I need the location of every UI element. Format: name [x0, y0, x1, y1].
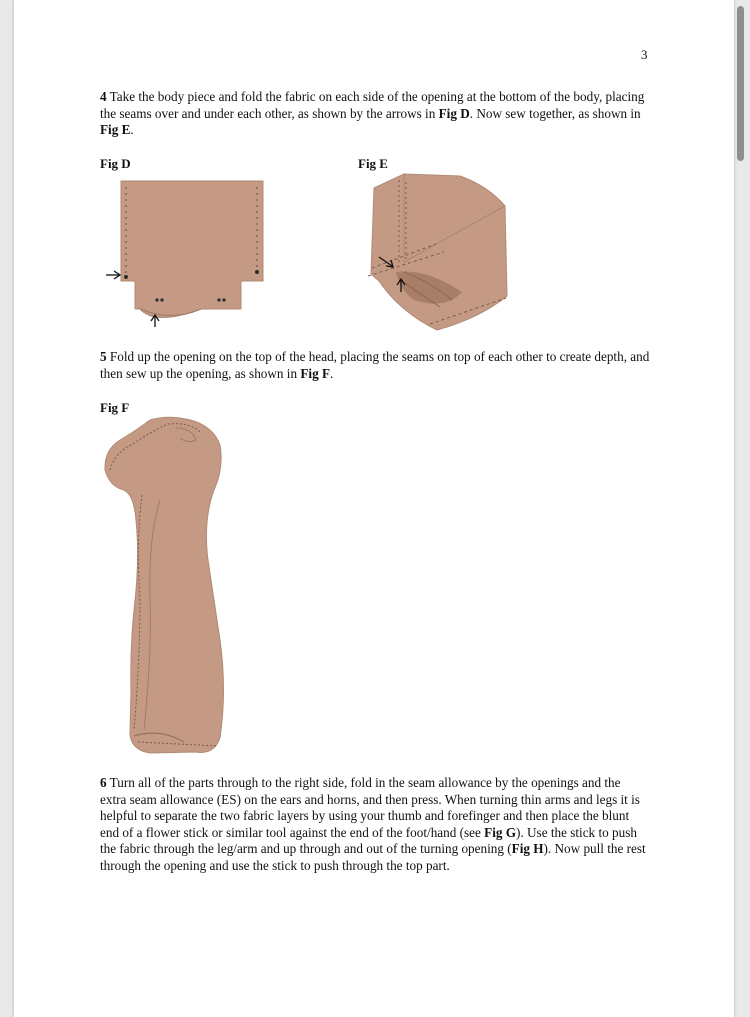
fig-reference: Fig G — [484, 824, 517, 840]
step-5-paragraph: 5 Fold up the opening on the top of the head, placing the seams on top of each other to create depth, and then sew up the opening, as shown in Fig F. — [100, 349, 650, 381]
fig-reference: Fig H — [511, 841, 544, 856]
fig-reference: Fig F — [300, 365, 331, 381]
step-number: 6 — [100, 775, 107, 790]
step-number: 5 — [100, 349, 107, 364]
step-number: 4 — [100, 89, 107, 104]
step-4-paragraph: 4 Take the body piece and fold the fabric on each side of the opening at the bottom of the body, placing the seams over and under each other, as shown by the arrows in Fig D. Now sew together, as shown in Fig E. — [100, 89, 645, 137]
fig-reference: Fig E — [100, 122, 131, 137]
step-6-paragraph: 6 Turn all of the parts through to the right side, fold in the seam allowance by the openings and the extra seam allowance (ES) on the ears and horns, and then press. When turning thin arms and legs it is helpful to separate the two fabric layers by using your thumb and forefinger and then place the blunt end of a flower stick or similar tool against the end of the foot/hand (see Fig G). Use the stick to push the fabric through the leg/arm and up through and out of the turning opening (Fig H). Now pull the rest through the opening and use the stick to push through the top part. — [100, 775, 646, 873]
fig-f-label: Fig F — [100, 400, 130, 415]
fig-d-label: Fig D — [100, 156, 131, 171]
page-number: 3 — [641, 47, 648, 62]
fig-reference: Fig D — [438, 105, 470, 121]
fig-e-label: Fig E — [358, 156, 388, 171]
